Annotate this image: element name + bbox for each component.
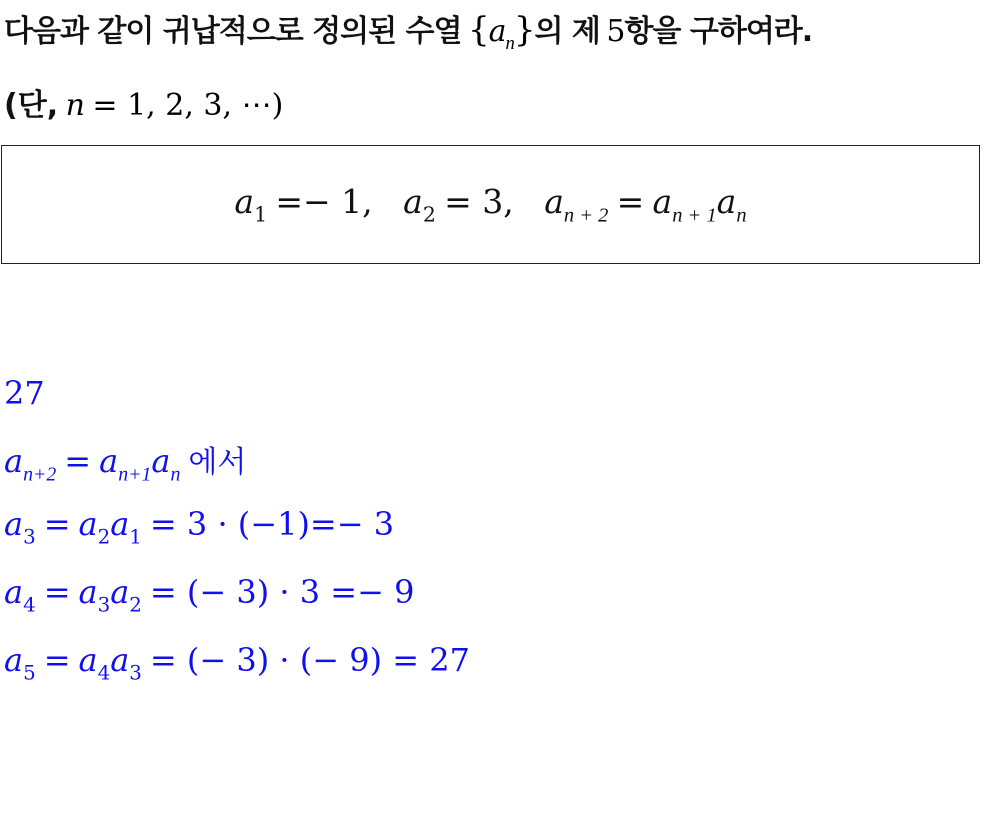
term-sub: 5: [23, 661, 36, 685]
term-var: a: [403, 182, 423, 221]
condition-values: = 1, 2, 3, ⋯): [92, 88, 284, 123]
equals-sign: =: [64, 442, 92, 480]
term-var: a: [110, 573, 130, 611]
equals-sign: =: [43, 573, 71, 611]
term-sub: 1: [254, 202, 268, 227]
term-var: a: [78, 641, 98, 679]
solution-step-3: [4, 573, 415, 617]
question-condition: [4, 80, 283, 124]
term-var: a: [234, 182, 255, 221]
solution-word: 에서: [188, 445, 247, 480]
term-var: a: [78, 573, 98, 611]
sequence-open-brace: {: [467, 10, 489, 50]
recurrence-definition-box: [1, 145, 980, 264]
sequence-subscript: n: [505, 32, 514, 54]
term-sub: n: [170, 463, 181, 486]
term-sub: 1: [129, 525, 142, 549]
term-value: =− 1,: [275, 182, 373, 221]
term-var: a: [716, 182, 737, 221]
term-var: a: [4, 505, 24, 543]
term-sub: 3: [97, 593, 111, 617]
recurrence-formula: [2, 182, 979, 227]
term-sub: 3: [129, 661, 142, 685]
calculation: = (− 3) · (− 9) = 27: [149, 641, 470, 679]
term-var: a: [652, 182, 673, 221]
term-var: a: [99, 442, 119, 480]
term-var: a: [151, 442, 171, 480]
calculation: = (− 3) · 3 =− 9: [149, 573, 415, 611]
sequence-close-brace: }: [513, 10, 535, 50]
solution-step-1: [4, 437, 247, 486]
term-var: a: [110, 641, 130, 679]
term-var: a: [4, 641, 24, 679]
term-var: a: [110, 505, 130, 543]
term-var: a: [4, 573, 24, 611]
solution-step-4: [4, 641, 470, 685]
equals-sign: =: [43, 505, 71, 543]
term-sub: n+1: [118, 463, 152, 486]
term-sub: 3: [23, 525, 36, 549]
term-sub: 2: [97, 525, 111, 549]
calculation: = 3 · (−1)=− 3: [149, 505, 395, 543]
condition-variable: n: [65, 88, 85, 123]
sequence-variable: a: [488, 14, 506, 49]
equals-sign: =: [616, 182, 645, 221]
term-sub: n: [736, 204, 747, 227]
question-intro-text: 다음과 같이 귀납적으로 정의된 수열: [4, 14, 462, 49]
term-sub: 4: [97, 661, 111, 685]
term-sub: n+2: [23, 463, 57, 486]
term-var: a: [78, 505, 98, 543]
question-text: [4, 6, 813, 54]
question-middle-text: 의 제: [534, 14, 600, 49]
term-sub: 4: [23, 593, 36, 617]
condition-prefix: (단,: [4, 88, 59, 123]
equals-sign: =: [43, 641, 71, 679]
answer-value: 27: [4, 374, 45, 412]
term-var: a: [4, 442, 24, 480]
solution-step-2: [4, 505, 395, 549]
term-sub: n + 1: [672, 204, 717, 227]
term-value: = 3,: [444, 182, 514, 221]
question-end-text: 항을 구하여라.: [624, 14, 813, 49]
term-sub: 2: [422, 202, 436, 227]
term-sub: 2: [129, 593, 142, 617]
term-var: a: [544, 182, 564, 221]
term-sub: n + 2: [563, 204, 609, 227]
term-number: 5: [606, 14, 625, 49]
